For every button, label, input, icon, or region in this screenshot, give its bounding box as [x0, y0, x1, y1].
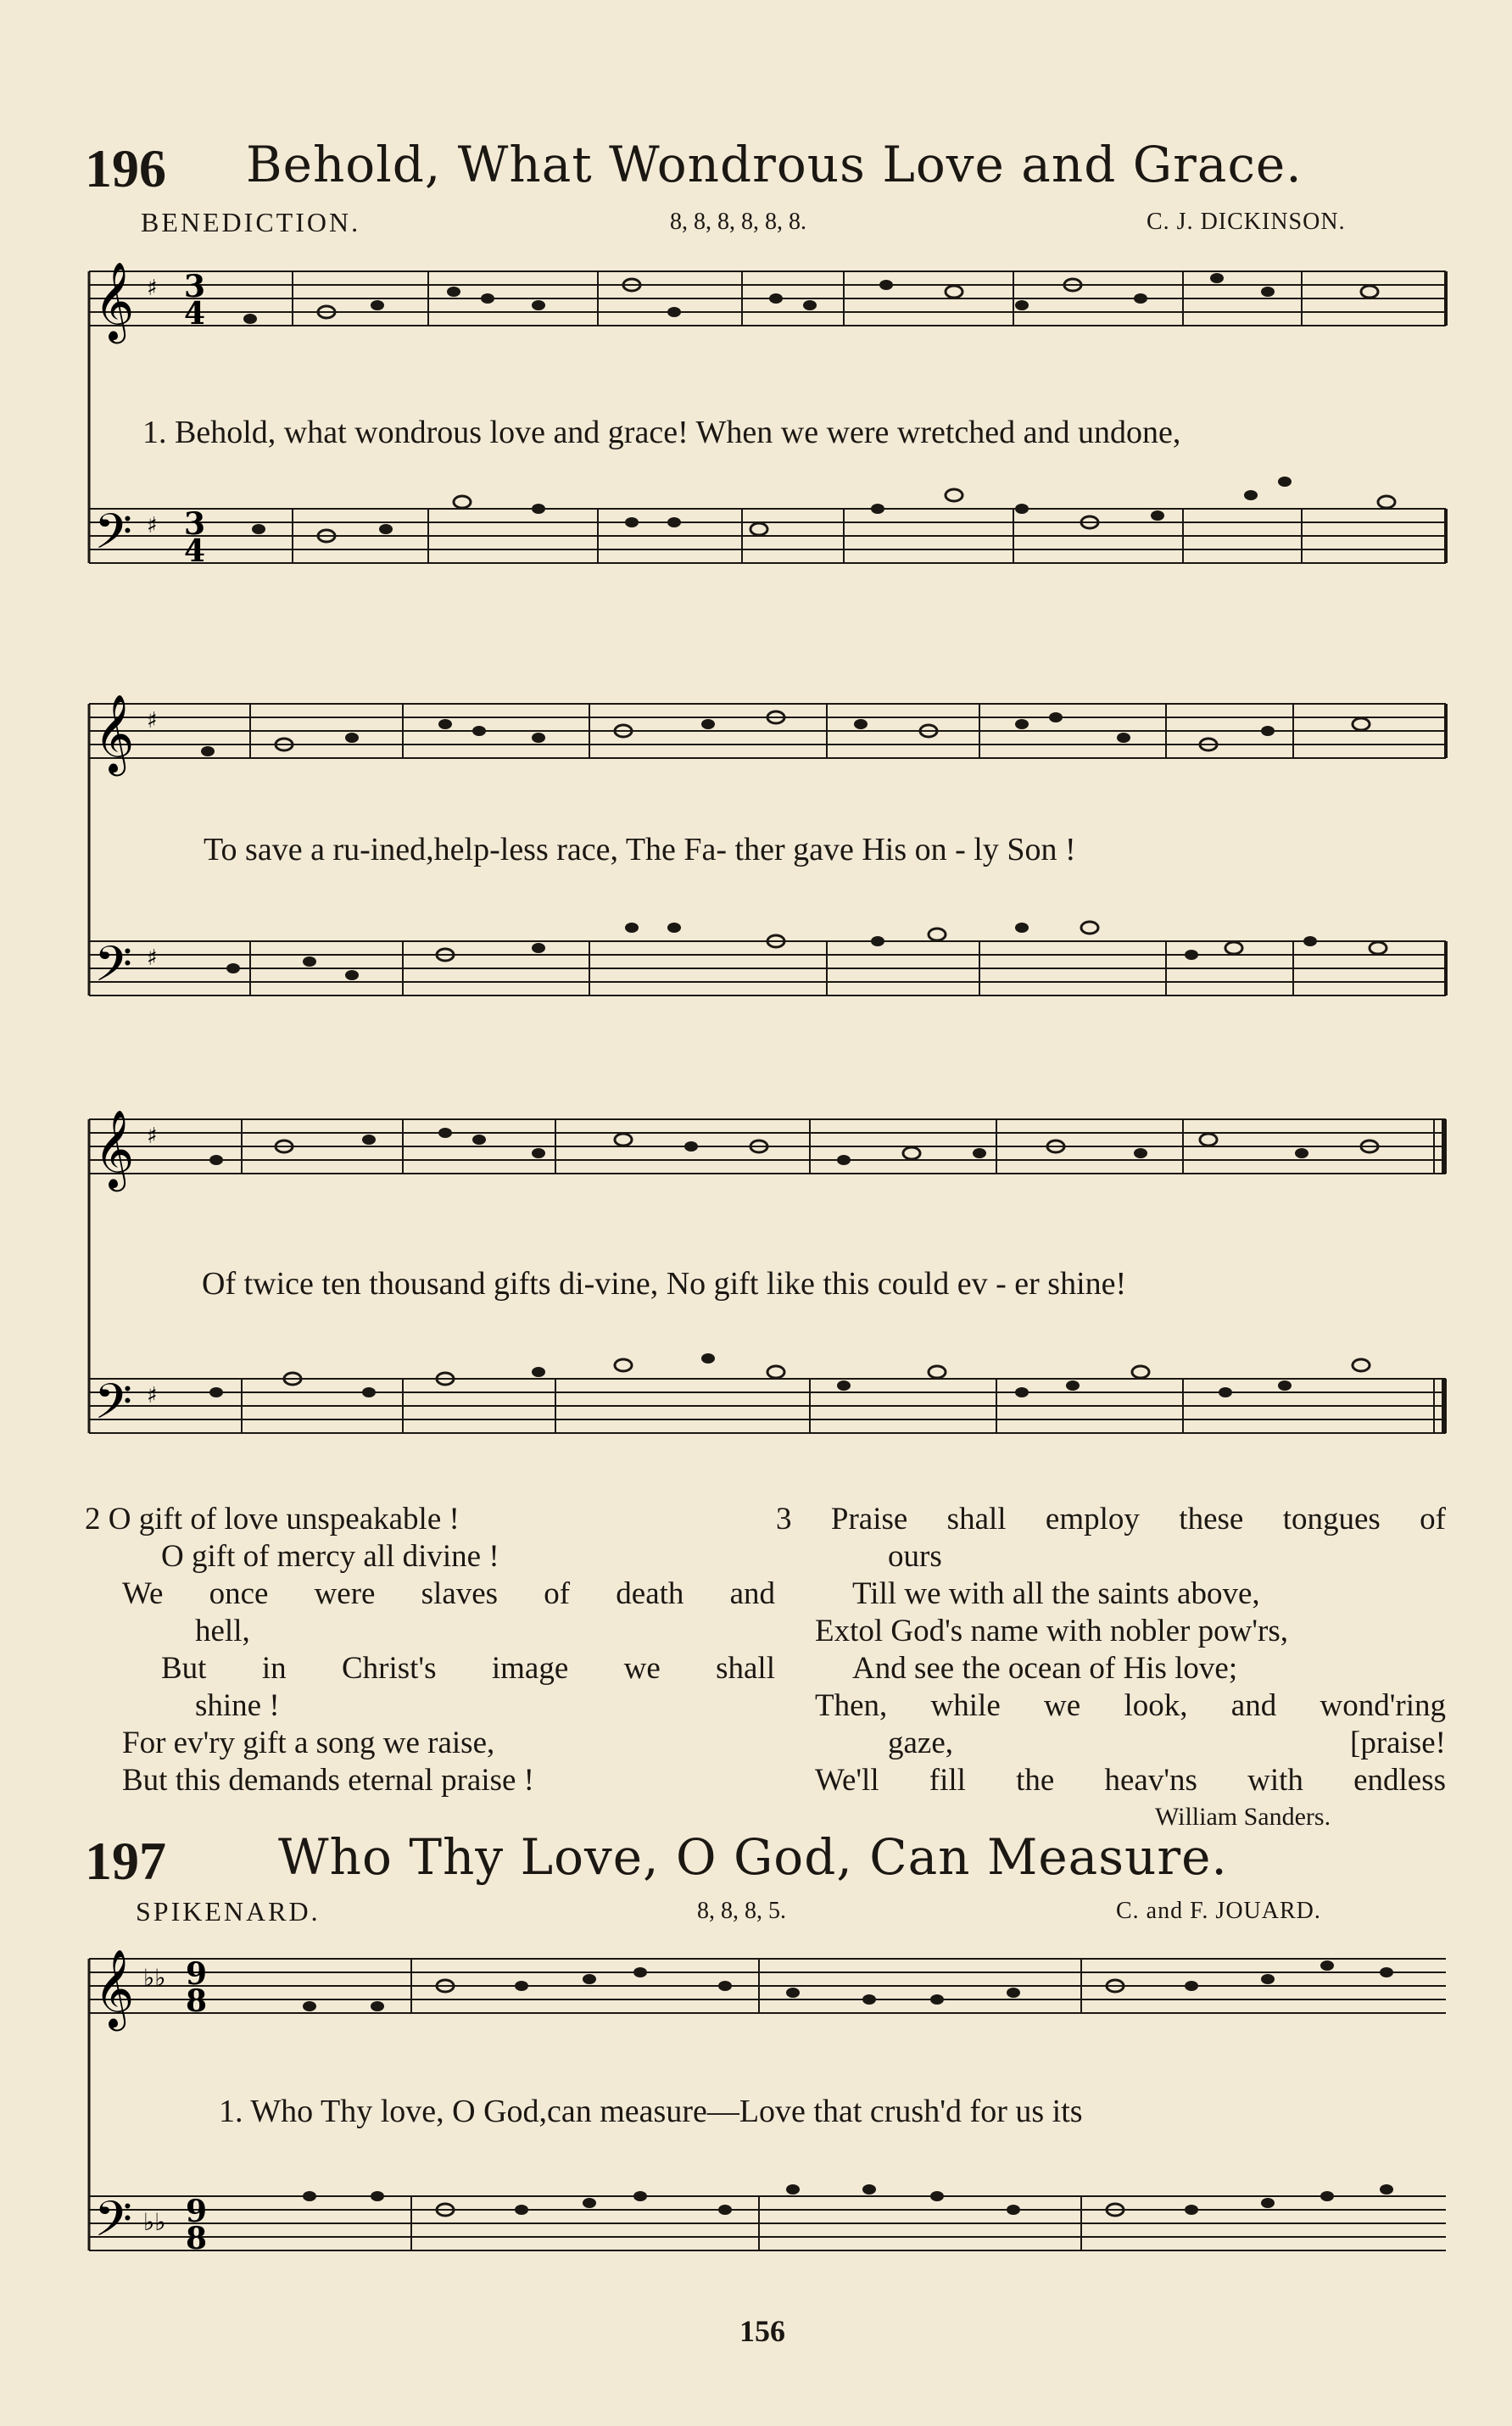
svg-text:𝄢: 𝄢 — [94, 2190, 133, 2260]
verse-2 — [85, 1501, 775, 1799]
time-signature-top-197: 9 — [186, 1956, 208, 1992]
verse-3 — [776, 1501, 1446, 1799]
verse-3-line: Till we with all the saints above, — [852, 1576, 1260, 1611]
svg-text:8: 8 — [186, 2221, 208, 2256]
svg-text:𝄞: 𝄞 — [94, 1109, 135, 1188]
svg-text:♯: ♯ — [147, 513, 158, 538]
svg-text:9: 9 — [186, 2194, 208, 2229]
hymn-title-197: Who Thy Love, O God, Can Measure. — [278, 1828, 1228, 1886]
svg-text:♯: ♯ — [147, 1124, 158, 1149]
verse-3-line: [praise! — [1350, 1726, 1446, 1760]
hymn-number-197: 197 — [85, 1831, 166, 1891]
time-signature-top: 3 — [184, 269, 206, 304]
lyric-line-197: 1. Who Thy love, O God,can measure—Love that crush'd for us its — [219, 2094, 1083, 2129]
time-signature-bottom-197: 8 — [186, 1983, 208, 2019]
svg-text:3: 3 — [184, 506, 206, 542]
verse-3-line: 3 Praise shall employ these tongues of — [776, 1502, 1446, 1536]
tune-name-196: BENEDICTION. — [141, 207, 361, 237]
composer-196: C. J. DICKINSON. — [1147, 209, 1346, 235]
composer-197: C. and F. JOUARD. — [1116, 1898, 1321, 1924]
time-signature-bottom: 4 — [184, 296, 206, 332]
verse-2-line: But in Christ's image we shall — [161, 1651, 775, 1686]
svg-text:𝄞: 𝄞 — [94, 694, 135, 772]
author-credit: William Sanders. — [1155, 1803, 1331, 1831]
verse-3-line: And see the ocean of His love; — [852, 1651, 1238, 1686]
lyric-line-3: Of twice ten thousand gifts di-vine, No gift like this could ev - er shine! — [202, 1266, 1127, 1302]
svg-text:𝄢: 𝄢 — [94, 935, 133, 1005]
verse-3-line: Extol God's name with nobler pow'rs, — [815, 1614, 1288, 1648]
hymn-number-196: 196 — [85, 138, 166, 198]
lyric-line-1: 1. Behold, what wondrous love and grace! When we were wretched and undone, — [142, 415, 1181, 450]
svg-text:♭♭: ♭♭ — [143, 1964, 166, 1992]
svg-text:♯: ♯ — [147, 945, 158, 971]
verse-3-line: We'll fill the heav'ns with endless — [815, 1763, 1446, 1798]
verse-3-line: Then, while we look, and wond'ring — [815, 1688, 1446, 1723]
svg-text:♯: ♯ — [147, 276, 158, 301]
hymn-title-196: Behold, What Wondrous Love and Grace. — [246, 136, 1303, 193]
svg-text:𝄞: 𝄞 — [94, 1949, 135, 2027]
verse-2-line: shine ! — [195, 1688, 280, 1723]
verse-2-line: hell, — [195, 1614, 250, 1648]
meter-197: 8, 8, 8, 5. — [697, 1898, 786, 1924]
lyric-line-2: To save a ru-ined,help-less race, The Fa- ther gave His on - ly Son ! — [204, 832, 1076, 867]
verse-2-line: But this demands eternal praise ! — [122, 1763, 535, 1798]
svg-text:4: 4 — [184, 533, 206, 569]
verse-2-line: We once were slaves of death and — [122, 1576, 775, 1611]
verse-2-line: 2 O gift of love unspeakable ! — [85, 1502, 460, 1536]
verse-2-line: O gift of mercy all divine ! — [161, 1539, 499, 1574]
svg-text:♯: ♯ — [147, 708, 158, 733]
music-system-2 — [81, 687, 1454, 1051]
svg-text:𝄞: 𝄞 — [94, 261, 135, 340]
svg-text:♯: ♯ — [147, 1383, 158, 1408]
svg-text:♭♭: ♭♭ — [143, 2208, 166, 2236]
meter-196: 8, 8, 8, 8, 8, 8. — [670, 209, 806, 235]
verse-3-line: gaze, — [888, 1726, 954, 1760]
verse-2-line: For ev'ry gift a song we raise, — [122, 1726, 495, 1760]
music-system-4 — [81, 1942, 1454, 2323]
svg-text:𝄢: 𝄢 — [94, 1373, 133, 1442]
verse-3-line: ours — [888, 1539, 942, 1574]
tune-name-197: SPIKENARD. — [136, 1896, 321, 1927]
svg-text:𝄢: 𝄢 — [94, 503, 133, 572]
page-number: 156 — [739, 2314, 785, 2348]
